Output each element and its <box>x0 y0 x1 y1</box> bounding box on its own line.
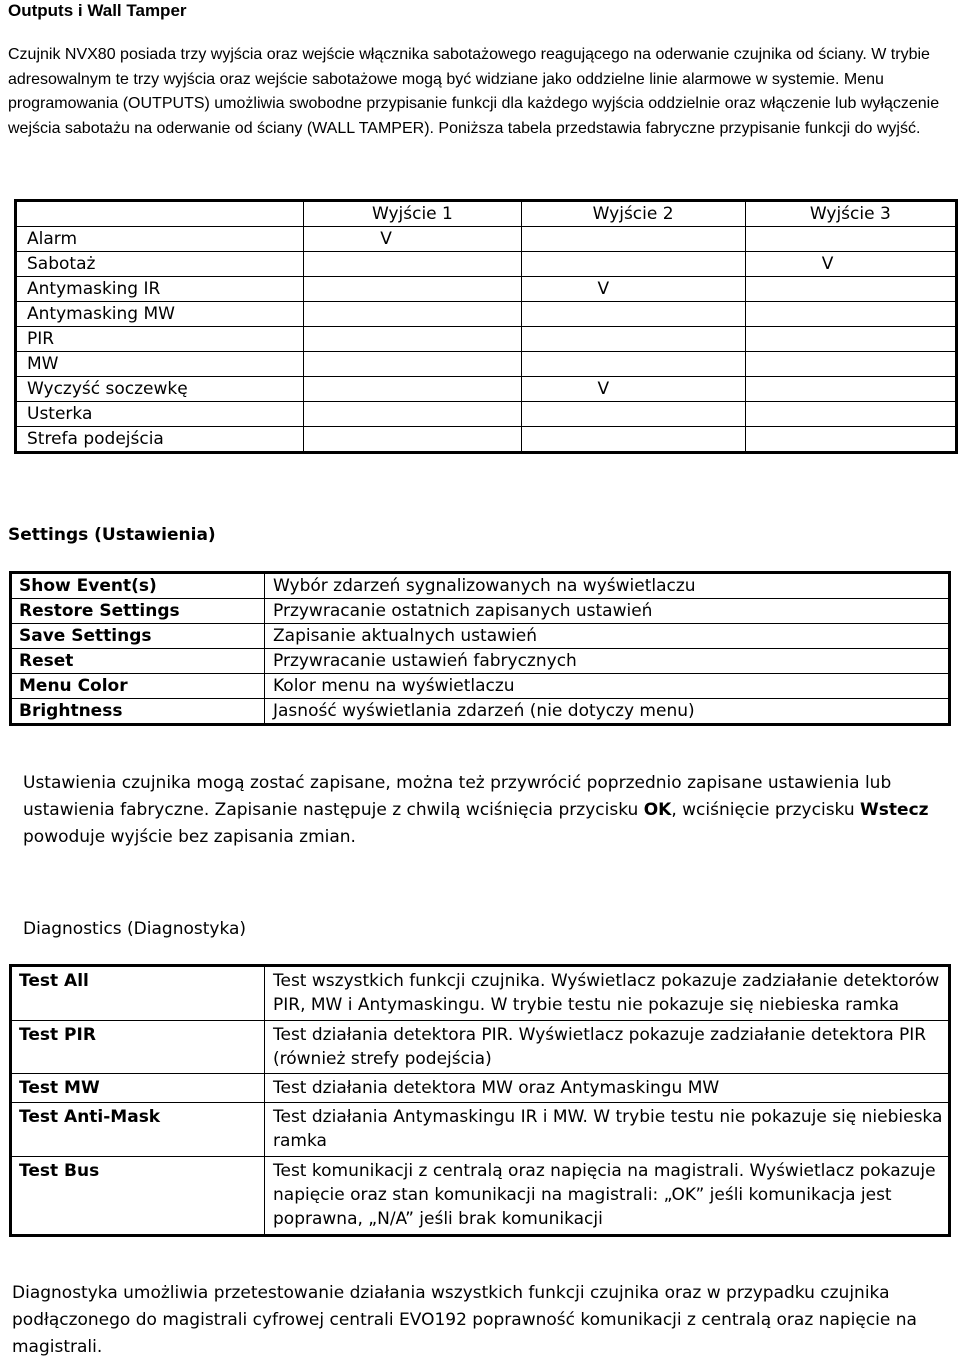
function-label: Sabotaż <box>16 252 304 277</box>
table-row <box>16 227 957 252</box>
table-row <box>16 277 957 302</box>
output-2-mark: V <box>521 277 745 302</box>
intro-paragraph: Czujnik NVX80 posiada trzy wyjścia oraz wejście włącznika sabotażowego reagującego na oderwanie czujnika od ściany. W trybie adresowalnym te trzy wyjścia oraz wejście sabotażowe mogą być widziane jako oddzielne linie alarmowe w systemie. Menu programowania (OUTPUTS) umożliwia swobodne przypisanie funkcji dla każdego wyjścia oddzielnie oraz włączenie lub wyłączenie wejścia sabotażu na oderwanie od ściany (WALL TAMPER). Poniższa tabela przedstawia fabryczne przypisanie funkcji do wyjść. <box>8 46 940 137</box>
settings-row <box>11 573 950 599</box>
header-output-3: Wyjście 3 <box>745 201 956 227</box>
output-1-mark <box>304 327 521 352</box>
diagnostics-row <box>11 1103 950 1157</box>
output-3-mark <box>745 302 956 327</box>
function-label: MW <box>16 352 304 377</box>
option-name: Save Settings <box>11 624 265 649</box>
header-output-1: Wyjście 1 <box>304 201 521 227</box>
option-description: Kolor menu na wyświetlaczu <box>265 674 950 699</box>
output-2-mark <box>521 227 745 252</box>
option-name: Test All <box>11 966 265 1021</box>
output-3-mark <box>745 277 956 302</box>
output-1-mark <box>304 352 521 377</box>
output-1-mark <box>304 252 521 277</box>
option-name: Brightness <box>11 699 265 725</box>
option-description: Test komunikacji z centralą oraz napięcia na magistrali. Wyświetlacz pokazuje napięcie oraz stan komunikacji na magistrali: „OK” jeśli komunikacja jest poprawna, „N/A” jeśli brak komunikacji <box>265 1156 950 1235</box>
table-row <box>16 377 957 402</box>
output-2-mark <box>521 327 745 352</box>
option-description: Przywracanie ustawień fabrycznych <box>265 649 950 674</box>
function-label: Antymasking MW <box>16 302 304 327</box>
settings-note <box>23 770 958 851</box>
option-name: Menu Color <box>11 674 265 699</box>
option-description: Jasność wyświetlania zdarzeń (nie dotyczy menu) <box>265 699 950 725</box>
function-label: Alarm <box>16 227 304 252</box>
diagnostics-note: Diagnostyka umożliwia przetestowanie działania wszystkich funkcji czujnika oraz w przypadku czujnika podłączonego do magistrali cyfrowej centrali EVO192 poprawność komunikacji z centralą oraz napięcie na magistrali. <box>12 1283 917 1357</box>
option-name: Show Event(s) <box>11 573 265 599</box>
diagnostics-row <box>11 1020 950 1074</box>
option-description: Zapisanie aktualnych ustawień <box>265 624 950 649</box>
output-2-mark <box>521 252 745 277</box>
function-label: Wyczyść soczewkę <box>16 377 304 402</box>
option-name: Test PIR <box>11 1020 265 1074</box>
output-2-mark <box>521 427 745 453</box>
output-1-mark <box>304 302 521 327</box>
option-description: Przywracanie ostatnich zapisanych ustawień <box>265 599 950 624</box>
back-button-label: Wstecz <box>860 800 929 820</box>
function-label: PIR <box>16 327 304 352</box>
option-description: Test wszystkich funkcji czujnika. Wyświetlacz pokazuje zadziałanie detektorów PIR, MW i Antymaskingu. W trybie testu nie pokazuje się niebieska ramka <box>265 966 950 1021</box>
output-1-mark <box>304 427 521 453</box>
diagnostics-row <box>11 1156 950 1235</box>
table-row <box>16 252 957 277</box>
output-1-mark <box>304 277 521 302</box>
function-label: Antymasking IR <box>16 277 304 302</box>
output-2-mark <box>521 352 745 377</box>
option-description: Test działania detektora PIR. Wyświetlacz pokazuje zadziałanie detektora PIR (również strefy podejścia) <box>265 1020 950 1074</box>
option-name: Test MW <box>11 1074 265 1103</box>
output-3-mark <box>745 327 956 352</box>
output-3-mark <box>745 402 956 427</box>
settings-note-text-1: Ustawienia czujnika mogą zostać zapisane, można też przywrócić poprzednio zapisane ustawienia lub ustawienia fabryczne. Zapisanie następuje z chwilą wciśnięcia przycisku <box>23 773 892 820</box>
option-description: Test działania detektora MW oraz Antymaskingu MW <box>265 1074 950 1103</box>
diagnostics-row <box>11 966 950 1021</box>
output-1-mark <box>304 402 521 427</box>
output-1-mark: V <box>304 227 521 252</box>
settings-row <box>11 599 950 624</box>
option-name: Test Bus <box>11 1156 265 1235</box>
settings-row <box>11 624 950 649</box>
table-row <box>16 352 957 377</box>
output-3-mark <box>745 377 956 402</box>
header-cell-empty <box>16 201 304 227</box>
table-row <box>16 302 957 327</box>
settings-table <box>9 571 951 726</box>
table-row <box>16 327 957 352</box>
settings-row <box>11 699 950 725</box>
output-3-mark: V <box>745 252 956 277</box>
function-label: Strefa podejścia <box>16 427 304 453</box>
output-1-mark <box>304 377 521 402</box>
outputs-assignment-table <box>14 199 958 454</box>
output-3-mark <box>745 227 956 252</box>
settings-note-text-3: powoduje wyjście bez zapisania zmian. <box>23 827 356 847</box>
option-name: Test Anti-Mask <box>11 1103 265 1157</box>
output-2-mark <box>521 302 745 327</box>
settings-row <box>11 649 950 674</box>
output-2-mark <box>521 402 745 427</box>
function-label: Usterka <box>16 402 304 427</box>
diagnostics-table <box>9 964 951 1237</box>
header-output-2: Wyjście 2 <box>521 201 745 227</box>
diagnostics-heading: Diagnostics (Diagnostyka) <box>23 919 247 939</box>
option-name: Restore Settings <box>11 599 265 624</box>
table-row <box>16 402 957 427</box>
option-description: Test działania Antymaskingu IR i MW. W trybie testu nie pokazuje się niebieska ramka <box>265 1103 950 1157</box>
settings-heading: Settings (Ustawienia) <box>8 525 216 545</box>
settings-row <box>11 674 950 699</box>
option-name: Reset <box>11 649 265 674</box>
diagnostics-row <box>11 1074 950 1103</box>
output-3-mark <box>745 427 956 453</box>
settings-note-text-2: , wciśnięcie przycisku <box>671 800 861 820</box>
ok-button-label: OK <box>643 800 672 820</box>
table-header-row <box>16 201 957 227</box>
output-2-mark: V <box>521 377 745 402</box>
option-description: Wybór zdarzeń sygnalizowanych na wyświetlaczu <box>265 573 950 599</box>
page-title: Outputs i Wall Tamper <box>8 1 187 20</box>
output-3-mark <box>745 352 956 377</box>
table-row <box>16 427 957 453</box>
